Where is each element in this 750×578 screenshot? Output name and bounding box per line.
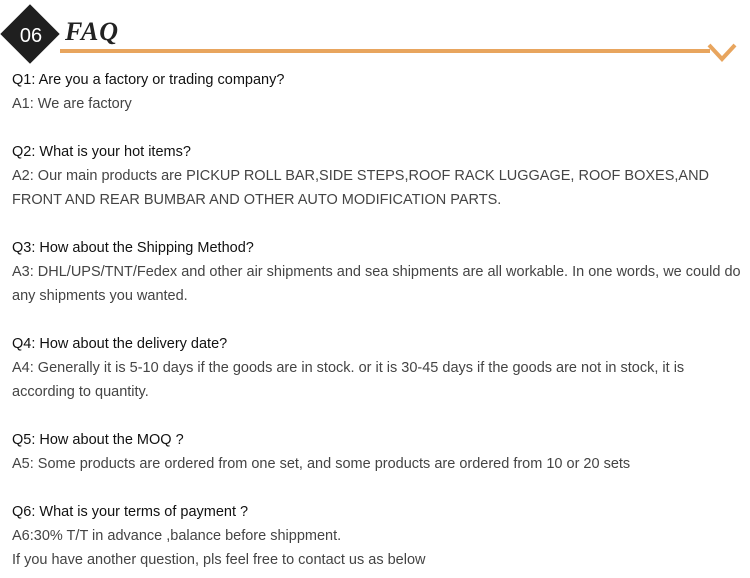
- faq-item-1: [12, 68, 748, 116]
- header-divider: [60, 49, 710, 53]
- faq-question: Q6: What is your terms of payment ?: [12, 504, 249, 520]
- contact-note: If you have another question, pls feel free to contact us as below: [12, 552, 426, 568]
- faq-question: Q2: What is your hot items?: [12, 144, 191, 160]
- faq-answer: A3: DHL/UPS/TNT/Fedex and other air shipments and sea shipments are all workable. In one words, we could do any shipments you wanted.: [12, 264, 741, 304]
- faq-header: [0, 0, 750, 70]
- faq-question: Q5: How about the MOQ ?: [12, 432, 184, 448]
- faq-list: [12, 68, 748, 572]
- faq-item-3: [12, 236, 748, 308]
- faq-question: Q1: Are you a factory or trading company?: [12, 72, 285, 88]
- chevron-down-icon: [706, 40, 738, 64]
- faq-item-5: [12, 428, 748, 476]
- faq-answer: A5: Some products are ordered from one set, and some products are ordered from 10 or 20 sets: [12, 456, 631, 472]
- faq-item-2: [12, 140, 748, 212]
- section-title: FAQ: [65, 17, 120, 46]
- faq-answer: A1: We are factory: [12, 96, 132, 112]
- faq-question: Q4: How about the delivery date?: [12, 336, 228, 352]
- faq-item-4: [12, 332, 748, 404]
- faq-answer: A2: Our main products are PICKUP ROLL BAR,SIDE STEPS,ROOF RACK LUGGAGE, ROOF BOXES,AND FRONT AND REAR BUMBAR AND OTHER AUTO MODIFICATION PARTS.: [12, 168, 710, 208]
- faq-item-6: [12, 500, 748, 572]
- section-number: 06: [19, 25, 43, 47]
- faq-question: Q3: How about the Shipping Method?: [12, 240, 254, 256]
- faq-answer: A4: Generally it is 5-10 days if the goods are in stock. or it is 30-45 days if the goods are not in stock, it is according to quantity.: [12, 360, 685, 400]
- faq-answer: A6:30% T/T in advance ,balance before shippment.: [12, 528, 342, 544]
